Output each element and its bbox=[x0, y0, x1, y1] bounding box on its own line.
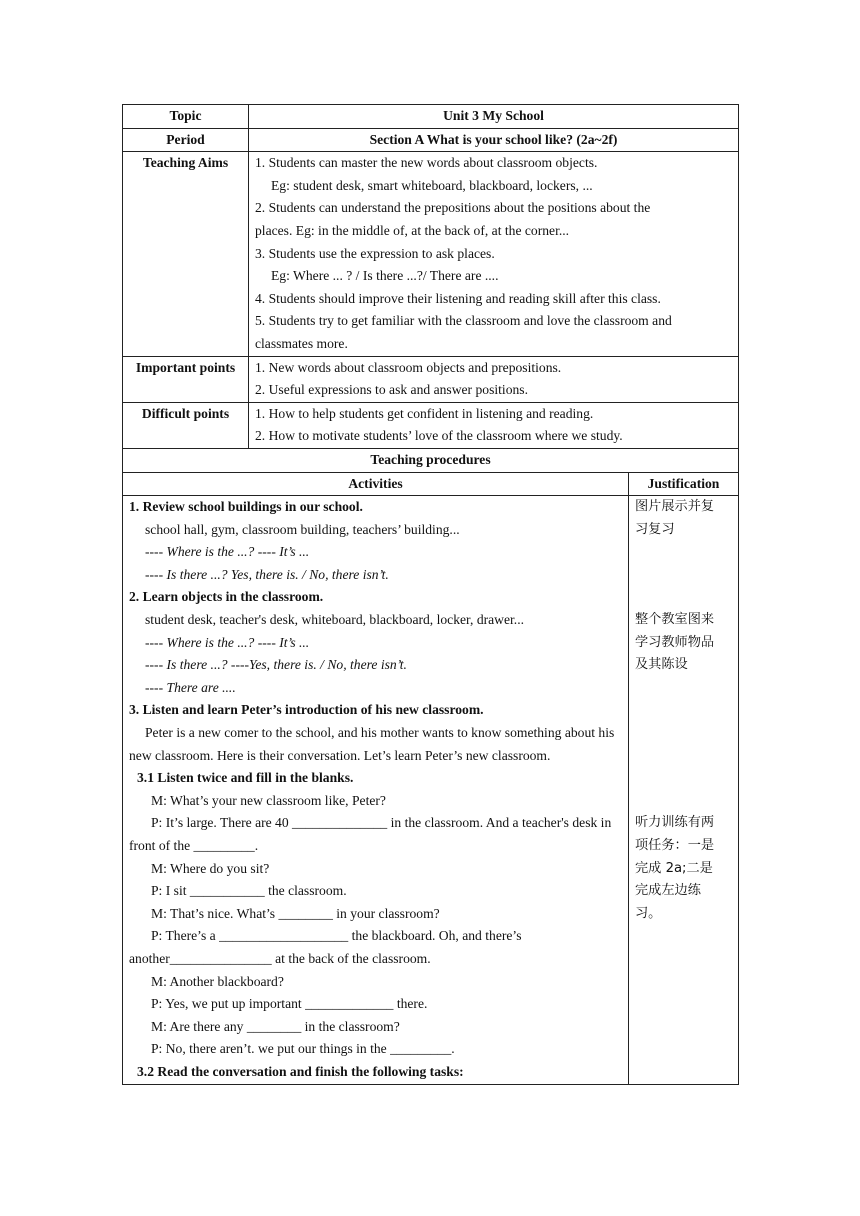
teaching-aims-content bbox=[249, 152, 739, 356]
teaching-aims-label: Teaching Aims bbox=[123, 152, 249, 356]
activities-content bbox=[123, 496, 629, 1084]
dialogue-line: P: Yes, we put up important _____________ there. bbox=[151, 996, 428, 1012]
important-points-label: Important points bbox=[123, 356, 249, 402]
justification-content bbox=[629, 496, 739, 1084]
dialogue-line: P: No, there aren’t. we put our things in the _________. bbox=[151, 1041, 455, 1057]
aim-line: 5. Students try to get familiar with the classroom and love the classroom and bbox=[255, 313, 672, 329]
period-row bbox=[123, 128, 739, 152]
difficult-points-label: Difficult points bbox=[123, 402, 249, 448]
step-2-question: ---- Where is the ...? ---- It’s ... bbox=[145, 634, 310, 650]
topic-value: Unit 3 My School bbox=[249, 105, 739, 129]
justification-line: 习复习 bbox=[635, 521, 675, 537]
step-3-2-title: 3.2 Read the conversation and finish the following tasks: bbox=[137, 1063, 464, 1079]
step-2-words: student desk, teacher's desk, whiteboard, blackboard, locker, drawer... bbox=[145, 612, 524, 628]
aim-line: 3. Students use the expression to ask places. bbox=[255, 245, 495, 261]
justification-line: 听力训练有两 bbox=[635, 815, 715, 831]
aim-line: classmates more. bbox=[255, 335, 348, 351]
lesson-plan-table bbox=[122, 104, 739, 1085]
dialogue-line: M: What’s your new classroom like, Peter? bbox=[151, 792, 386, 808]
teaching-aims-row bbox=[123, 152, 739, 356]
aim-line: 4. Students should improve their listening and reading skill after this class. bbox=[255, 290, 661, 306]
procedures-title-row bbox=[123, 448, 739, 472]
procedures-body-row bbox=[123, 496, 739, 1084]
topic-row bbox=[123, 105, 739, 129]
step-2-question: ---- Is there ...? ----Yes, there is. / No, there isn’t. bbox=[145, 657, 407, 673]
aim-line: 2. Students can understand the prepositions about the positions about the bbox=[255, 200, 651, 216]
dialogue-line: M: Another blackboard? bbox=[151, 973, 284, 989]
aim-line: Eg: student desk, smart whiteboard, blackboard, lockers, ... bbox=[271, 177, 593, 193]
step-1-words: school hall, gym, classroom building, teachers’ building... bbox=[145, 521, 460, 537]
justification-line: 及其陈设 bbox=[635, 657, 688, 673]
aim-line: places. Eg: in the middle of, at the back of, at the corner... bbox=[255, 222, 570, 238]
dialogue-line: M: Are there any ________ in the classroom? bbox=[151, 1018, 400, 1034]
justification-line: 图片展示并复 bbox=[635, 499, 715, 515]
dialogue-line: P: I sit ___________ the classroom. bbox=[151, 883, 347, 899]
difficult-line: 2. How to motivate students’ love of the classroom where we study. bbox=[255, 428, 623, 444]
justification-line: 完成左边练 bbox=[635, 883, 701, 899]
topic-label: Topic bbox=[123, 105, 249, 129]
important-line: 1. New words about classroom objects and prepositions. bbox=[255, 359, 562, 375]
justification-line: 习。 bbox=[635, 905, 662, 921]
dialogue-line: P: It’s large. There are 40 ______________ in the classroom. And a teacher's desk in front of the _________. bbox=[129, 815, 612, 853]
dialogue-line: M: That’s nice. What’s ________ in your classroom? bbox=[151, 905, 440, 921]
difficult-points-content bbox=[249, 402, 739, 448]
step-1-title: 1. Review school buildings in our school. bbox=[129, 499, 363, 515]
step-3-title: 3. Listen and learn Peter’s introduction of his new classroom. bbox=[129, 702, 484, 718]
justification-line: 完成 2a;二是 bbox=[635, 860, 713, 876]
activities-header: Activities bbox=[123, 472, 629, 496]
procedures-title: Teaching procedures bbox=[123, 448, 739, 472]
justification-line: 项任务：一是 bbox=[635, 838, 715, 853]
step-1-question: ---- Is there ...? Yes, there is. / No, there isn’t. bbox=[145, 566, 389, 582]
justification-line: 学习教师物品 bbox=[635, 634, 715, 650]
period-label: Period bbox=[123, 128, 249, 152]
step-3-1-title: 3.1 Listen twice and fill in the blanks. bbox=[137, 770, 354, 786]
step-3-intro: Peter is a new comer to the school, and his mother wants to know something about his new classroom. Here is their conversation. Let’s learn Peter’s new classroom. bbox=[129, 725, 615, 763]
step-1-question: ---- Where is the ...? ---- It’s ... bbox=[145, 544, 310, 560]
difficult-line: 1. How to help students get confident in listening and reading. bbox=[255, 405, 594, 421]
justification-header: Justification bbox=[629, 472, 739, 496]
important-points-row bbox=[123, 356, 739, 402]
dialogue-line: P: There’s a ___________________ the blackboard. Oh, and there’s another_______________ at the back of the classroom. bbox=[129, 928, 522, 966]
important-points-content bbox=[249, 356, 739, 402]
important-line: 2. Useful expressions to ask and answer positions. bbox=[255, 382, 528, 398]
procedures-header-row bbox=[123, 472, 739, 496]
justification-line: 整个教室图来 bbox=[635, 612, 715, 628]
dialogue-line: M: Where do you sit? bbox=[151, 860, 270, 876]
difficult-points-row bbox=[123, 402, 739, 448]
period-value: Section A What is your school like? (2a~2f) bbox=[249, 128, 739, 152]
aim-line: Eg: Where ... ? / Is there ...?/ There are .... bbox=[271, 268, 499, 284]
aim-line: 1. Students can master the new words about classroom objects. bbox=[255, 155, 598, 171]
step-2-question: ---- There are .... bbox=[145, 679, 236, 695]
step-2-title: 2. Learn objects in the classroom. bbox=[129, 589, 324, 605]
